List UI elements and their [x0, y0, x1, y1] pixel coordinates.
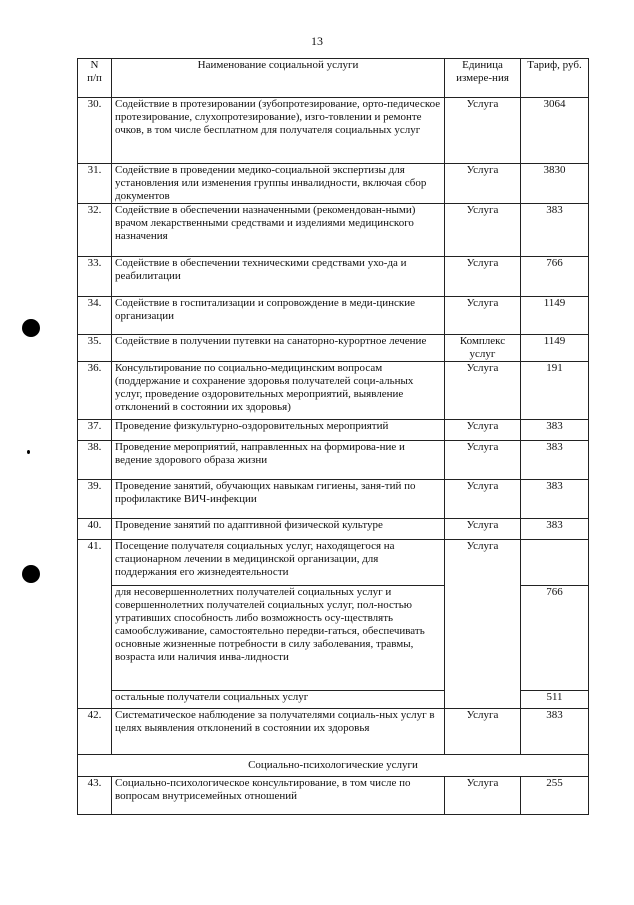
row-name: Содействие в обеспечении назначенными (рекомендован-ными) врачом лекарственными средствами и изделиями медицинского назначения	[112, 204, 445, 257]
row-name: Систематическое наблюдение за получателями социаль-ных услуг в целях выявления отклонений в состоянии их здоровья	[112, 709, 445, 755]
page-number: 13	[311, 34, 323, 48]
row-unit: Комплекс услуг	[445, 335, 521, 362]
table-header-row	[78, 59, 589, 98]
section-title: Социально-психологические услуги	[78, 755, 589, 777]
row-unit: Услуга	[445, 441, 521, 480]
table-row	[78, 164, 589, 204]
row-num: 31.	[78, 164, 112, 204]
row-unit: Услуга	[445, 204, 521, 257]
row-num: 34.	[78, 297, 112, 335]
header-name: Наименование социальной услуги	[112, 59, 445, 98]
row-unit: Услуга	[445, 709, 521, 755]
table-row	[78, 335, 589, 362]
services-table	[77, 58, 589, 815]
row-tariff: 511	[521, 691, 589, 709]
punch-hole-top	[22, 319, 40, 337]
row-unit: Услуга	[445, 297, 521, 335]
row-name: Социально-психологическое консультирование, в том числе по вопросам внутрисемейных отношений	[112, 777, 445, 815]
header-num: N п/п	[78, 59, 112, 98]
section-header-row	[78, 755, 589, 777]
table-row	[78, 98, 589, 164]
row-tariff: 766	[521, 586, 589, 691]
row-tariff: 383	[521, 420, 589, 441]
row-unit: Услуга	[445, 362, 521, 420]
row-num: 41.	[78, 540, 112, 709]
row-name: Содействие в получении путевки на санаторно-курортное лечение	[112, 335, 445, 362]
row-unit: Услуга	[445, 420, 521, 441]
table-row	[78, 480, 589, 519]
row-name: Посещение получателя социальных услуг, находящегося на стационарном лечении в медицинской организации, для поддержания его жизнедеятельности	[112, 540, 445, 586]
punch-hole-bottom	[22, 565, 40, 583]
row-unit: Услуга	[445, 540, 521, 709]
row-num: 43.	[78, 777, 112, 815]
row-num: 36.	[78, 362, 112, 420]
row-name: Содействие в обеспечении техническими средствами ухо-да и реабилитации	[112, 257, 445, 297]
row-num: 30.	[78, 98, 112, 164]
table-row	[78, 519, 589, 540]
row-num: 42.	[78, 709, 112, 755]
row-tariff: 3830	[521, 164, 589, 204]
row-subname: для несовершеннолетних получателей социальных услуг и совершеннолетних получателей социальных услуг, пол-ностью утративших способность либо возможность осу-ществлять самообслуживание, самостоятельно передви-гаться, обеспечивать основные жизненные потребности в силу заболевания, травмы, возраста или наличия инва-лидности	[112, 586, 445, 691]
table-row	[78, 420, 589, 441]
stray-dot	[27, 450, 30, 454]
row-tariff-empty	[521, 540, 589, 586]
table-row-42	[78, 709, 589, 755]
table-row	[78, 441, 589, 480]
row-unit: Услуга	[445, 98, 521, 164]
header-tariff: Тариф, руб.	[521, 59, 589, 98]
row-unit: Услуга	[445, 519, 521, 540]
table-row	[78, 362, 589, 420]
row-name: Проведение физкультурно-оздоровительных мероприятий	[112, 420, 445, 441]
row-unit: Услуга	[445, 164, 521, 204]
row-num: 32.	[78, 204, 112, 257]
row-tariff: 383	[521, 519, 589, 540]
row-name: Содействие в проведении медико-социальной экспертизы для установления или изменения группы инвалидности, включая сбор документов	[112, 164, 445, 204]
row-name: Консультирование по социально-медицинским вопросам (поддержание и сохранение здоровья получателей соци-альных услуг, проведение оздоровительных мероприятий, выявление отклонений в состоянии их здоровья)	[112, 362, 445, 420]
table-row	[78, 297, 589, 335]
row-num: 39.	[78, 480, 112, 519]
row-tariff: 383	[521, 204, 589, 257]
row-name: Содействие в протезировании (зубопротезирование, орто-педическое протезирование, слухопротезирование), изго-товлении и ремонте очков, в том числе бесплатном для получателя социальных услуг	[112, 98, 445, 164]
row-name: Проведение мероприятий, направленных на формирова-ние и ведение здорового образа жизни	[112, 441, 445, 480]
row-unit: Услуга	[445, 480, 521, 519]
row-tariff: 383	[521, 480, 589, 519]
row-num: 37.	[78, 420, 112, 441]
row-num: 35.	[78, 335, 112, 362]
row-num: 40.	[78, 519, 112, 540]
row-subname: остальные получатели социальных услуг	[112, 691, 445, 709]
row-tariff: 383	[521, 709, 589, 755]
row-unit: Услуга	[445, 777, 521, 815]
row-tariff: 1149	[521, 335, 589, 362]
row-num: 33.	[78, 257, 112, 297]
table-row-41	[78, 540, 589, 586]
row-name: Содействие в госпитализации и сопровождение в меди-цинские организации	[112, 297, 445, 335]
row-num: 38.	[78, 441, 112, 480]
row-tariff: 191	[521, 362, 589, 420]
row-tariff: 383	[521, 441, 589, 480]
row-tariff: 3064	[521, 98, 589, 164]
table-row	[78, 257, 589, 297]
row-tariff: 1149	[521, 297, 589, 335]
row-tariff: 255	[521, 777, 589, 815]
table-row	[78, 204, 589, 257]
row-unit: Услуга	[445, 257, 521, 297]
row-name: Проведение занятий по адаптивной физической культуре	[112, 519, 445, 540]
row-name: Проведение занятий, обучающих навыкам гигиены, заня-тий по профилактике ВИЧ-инфекции	[112, 480, 445, 519]
table-row-43	[78, 777, 589, 815]
row-tariff: 766	[521, 257, 589, 297]
header-unit: Единица измере-ния	[445, 59, 521, 98]
